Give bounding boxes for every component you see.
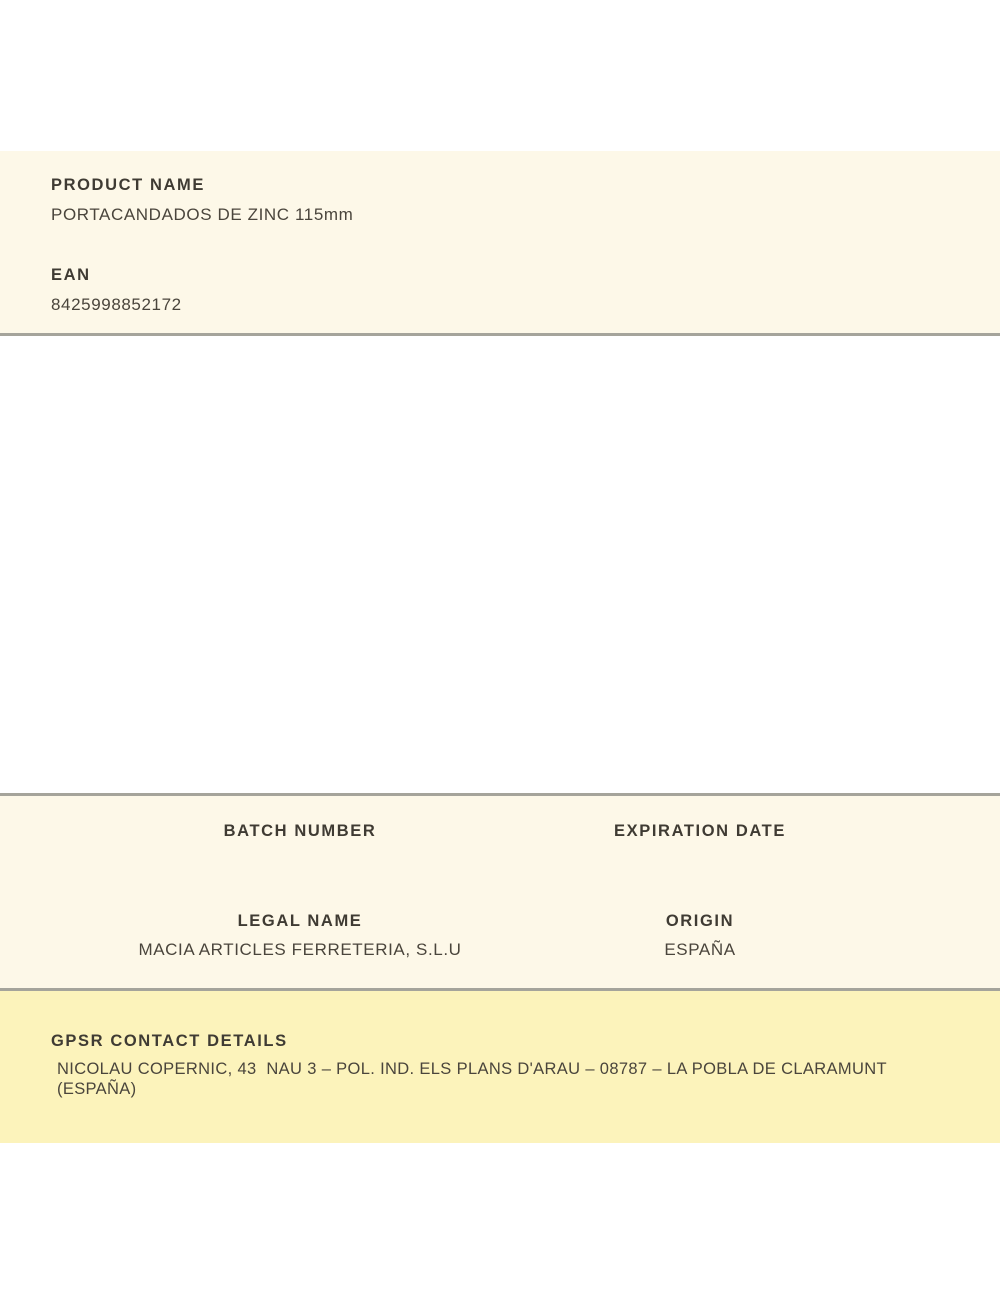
legal-name-value: MACIA ARTICLES FERRETERIA, S.L.U	[138, 940, 462, 959]
ean-value: 8425998852172	[51, 295, 182, 314]
top-whitespace	[0, 0, 1000, 151]
legal-name-cell	[100, 911, 500, 960]
origin-label: ORIGIN	[665, 912, 735, 930]
ean-label: EAN	[51, 266, 91, 284]
legal-name-label: LEGAL NAME	[237, 912, 363, 930]
expiration-date-label: EXPIRATION DATE	[614, 822, 786, 840]
product-name-label: PRODUCT NAME	[51, 176, 205, 194]
gpsr-contact-address: NICOLAU COPERNIC, 43 NAU 3 – POL. IND. ELS PLANS D'ARAU – 08787 – LA POBLA DE CLARAMUNT (ESPAÑA)	[57, 1060, 892, 1098]
bottom-whitespace	[0, 1143, 1000, 1297]
product-info-section	[0, 151, 1000, 336]
gpsr-contact-label: GPSR CONTACT DETAILS	[51, 1032, 288, 1050]
origin-cell	[500, 911, 900, 960]
batch-details-section	[0, 793, 1000, 991]
origin-value: ESPAÑA	[664, 940, 736, 959]
middle-whitespace	[0, 336, 1000, 793]
expiration-date-cell	[500, 821, 900, 841]
gpsr-contact-section	[0, 991, 1000, 1143]
details-grid	[100, 821, 900, 960]
product-name-value: PORTACANDADOS DE ZINC 115mm	[51, 205, 354, 224]
batch-number-cell	[100, 821, 500, 841]
batch-number-label: BATCH NUMBER	[223, 822, 377, 840]
